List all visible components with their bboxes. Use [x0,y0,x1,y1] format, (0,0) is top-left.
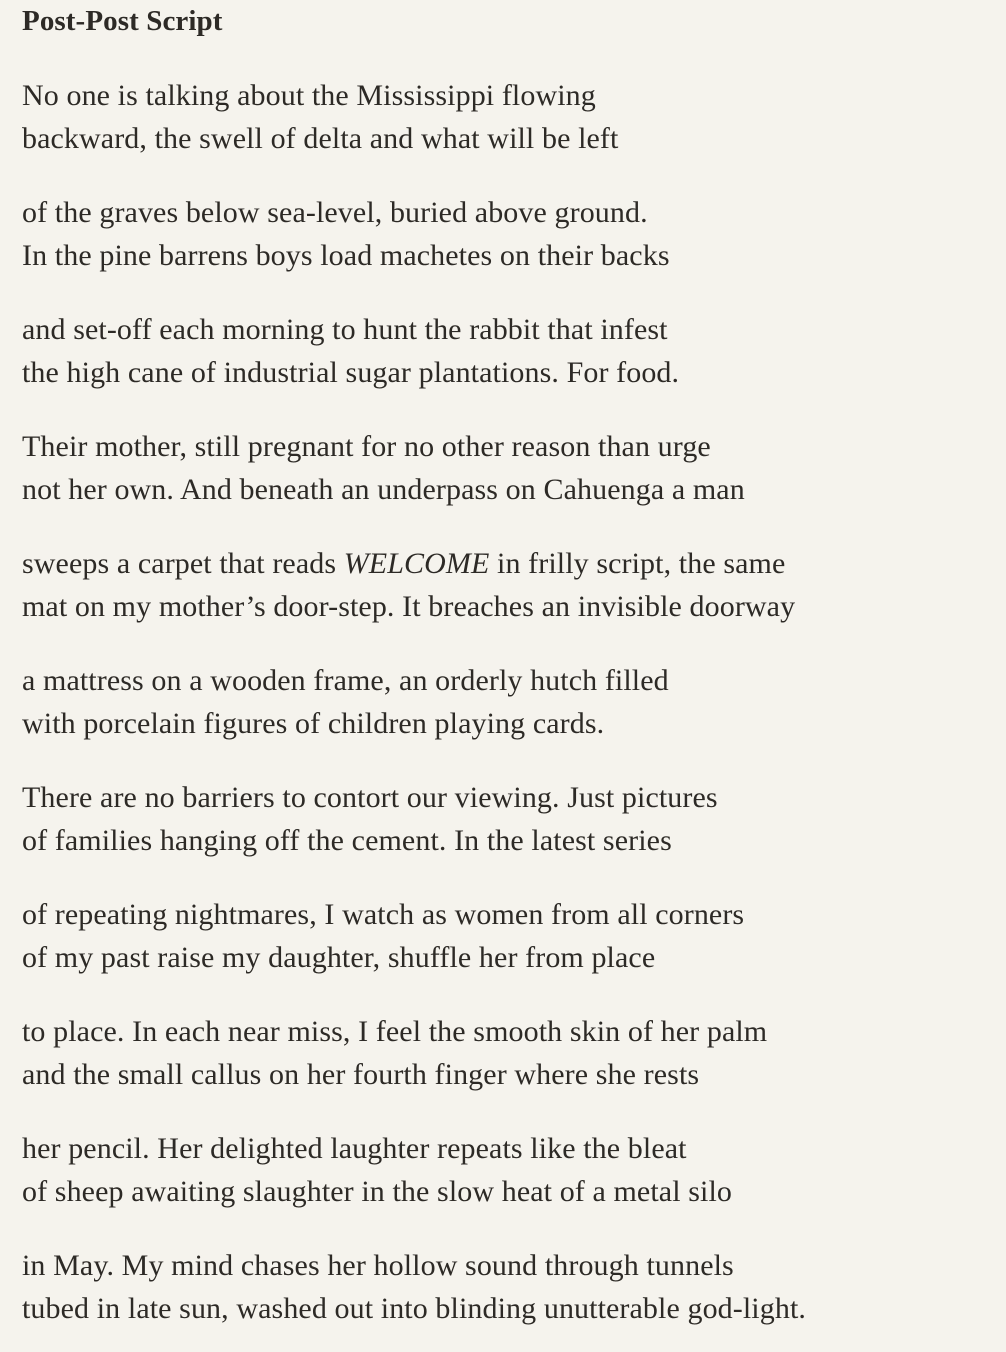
stanza-6 [22,659,996,745]
stanza-11 [22,1244,996,1330]
poem-line: of families hanging off the cement. In the latest series [22,824,672,857]
poem-line: of my past raise my daughter, shuffle her from place [22,941,656,974]
poem-line: of the graves below sea-level, buried above ground. [22,196,648,229]
poem-line: of sheep awaiting slaughter in the slow heat of a metal silo [22,1175,732,1208]
poem-line: in May. My mind chases her hollow sound through tunnels [22,1249,734,1282]
poem-line: and the small callus on her fourth finger where she rests [22,1058,700,1091]
stanza-10 [22,1127,996,1213]
poem-page [22,0,996,1330]
stanza-8 [22,893,996,979]
poem-line: mat on my mother’s door-step. It breaches an invisible doorway [22,590,796,623]
poem-line: backward, the swell of delta and what will be left [22,122,619,155]
poem-line [22,542,996,585]
poem-line: not her own. And beneath an underpass on Cahuenga a man [22,473,745,506]
poem-line: There are no barriers to contort our viewing. Just pictures [22,781,718,814]
poem-line: of repeating nightmares, I watch as women from all corners [22,898,745,931]
poem-line: No one is talking about the Mississippi flowing [22,79,596,112]
poem-line: and set-off each morning to hunt the rabbit that infest [22,313,668,346]
stanza-9 [22,1010,996,1096]
poem-line: Their mother, still pregnant for no other reason than urge [22,430,711,463]
stanza-4 [22,425,996,511]
stanza-2 [22,191,996,277]
poem-line: In the pine barrens boys load machetes on their backs [22,239,670,272]
stanza-5 [22,542,996,628]
poem-line-part: sweeps a carpet that reads [22,547,344,580]
poem-line: with porcelain figures of children playing cards. [22,707,605,740]
stanza-3 [22,308,996,394]
poem-line: the high cane of industrial sugar plantations. For food. [22,356,680,389]
welcome-emphasis: WELCOME [343,547,490,580]
poem-line: a mattress on a wooden frame, an orderly hutch filled [22,664,669,697]
poem-title: Post-Post Script [22,5,223,37]
poem-line: her pencil. Her delighted laughter repeats like the bleat [22,1132,687,1165]
stanza-7 [22,776,996,862]
poem-line: tubed in late sun, washed out into blinding unutterable god-light. [22,1292,806,1325]
stanza-1 [22,74,996,160]
poem-line: to place. In each near miss, I feel the smooth skin of her palm [22,1015,768,1048]
poem-line-part: in frilly script, the same [489,547,786,580]
